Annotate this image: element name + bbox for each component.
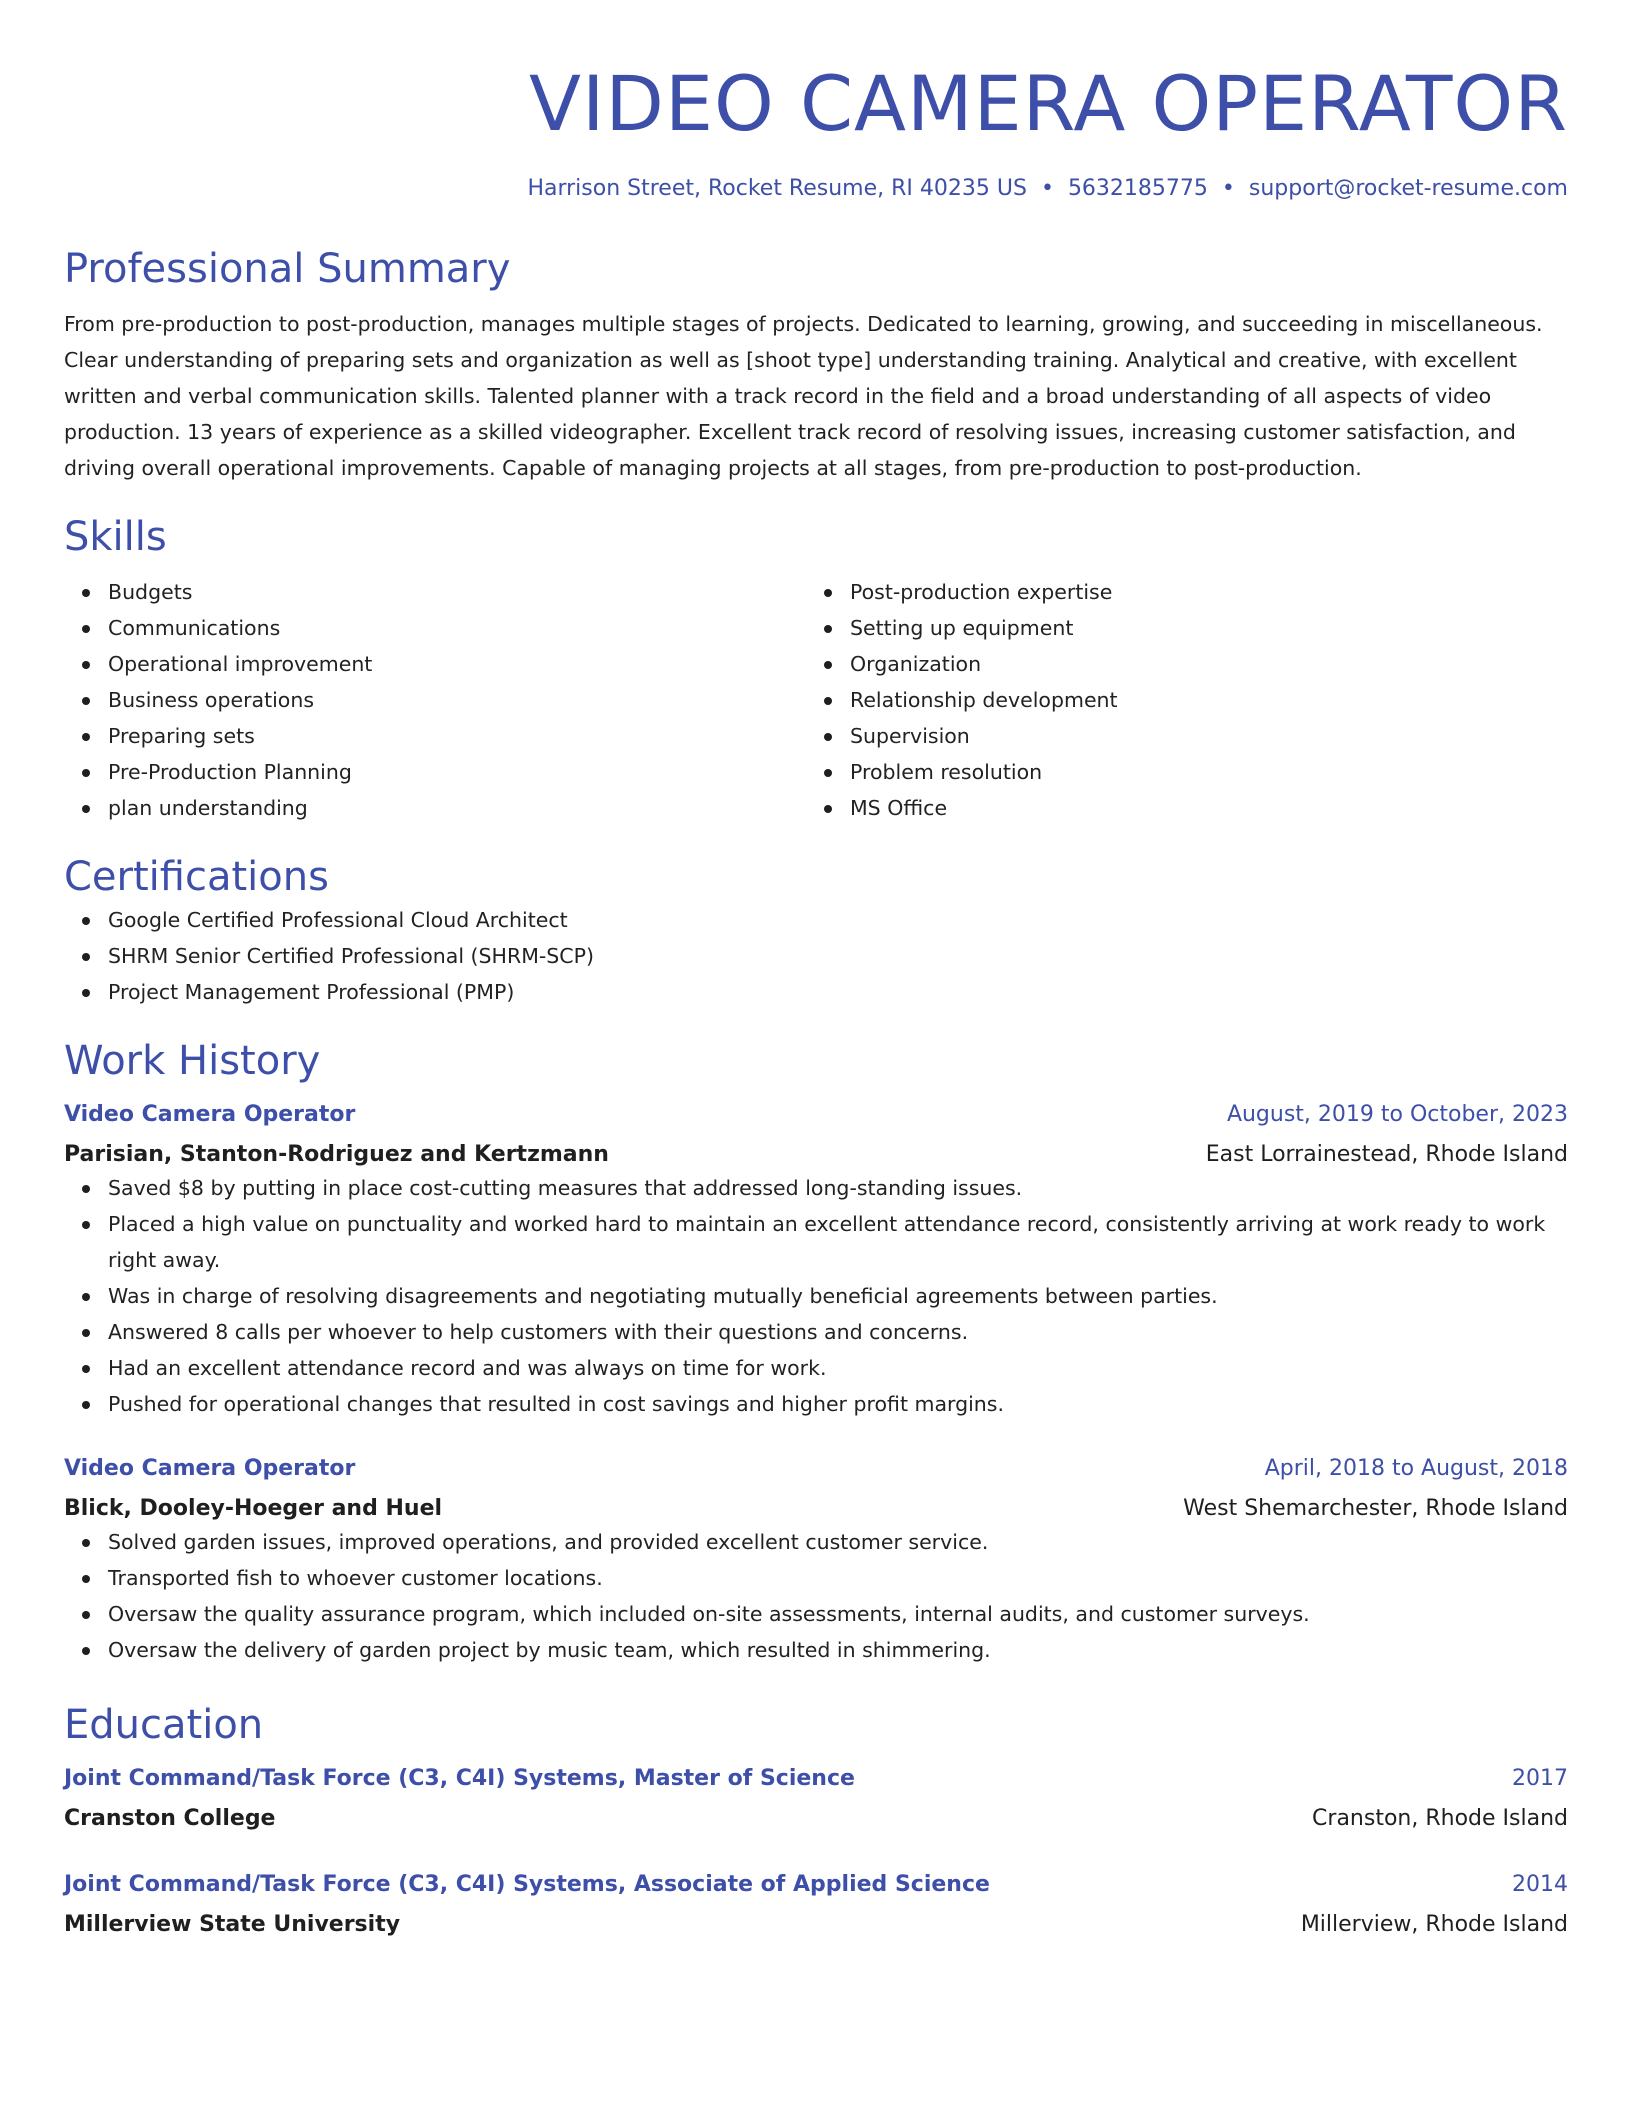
skill-item: MS Office xyxy=(850,790,1548,826)
skill-item: Budgets xyxy=(108,574,806,610)
certifications-list xyxy=(64,902,1568,1010)
skill-item: Organization xyxy=(850,646,1548,682)
education-subheader xyxy=(64,1910,1568,1940)
skill-item: Pre-Production Planning xyxy=(108,754,806,790)
job-bullet: Solved garden issues, improved operations, and provided excellent customer service. xyxy=(108,1524,1568,1560)
education-school: Millerview State University xyxy=(64,1912,401,1937)
education-entry xyxy=(64,1870,1568,1940)
job-bullet: Oversaw the delivery of garden project by music team, which resulted in shimmering. xyxy=(108,1632,1568,1668)
job-bullet: Saved $8 by putting in place cost-cutting measures that addressed long-standing issues. xyxy=(108,1170,1568,1206)
job-dates: August, 2019 to October, 2023 xyxy=(1226,1102,1568,1127)
education-location: Cranston, Rhode Island xyxy=(1312,1806,1568,1831)
skills-list-right xyxy=(806,574,1548,826)
summary-text: From pre-production to post-production, manages multiple stages of projects. Dedicated to learning, growing, and succeeding in miscellaneous. Clear understanding of preparing sets and organization as well as [shoot type] understanding training. Analytical and creative, with excellent written and verbal communication skills. Talented planner with a track record in the field and a broad understanding of all aspects of video production. 13 years of experience as a skilled videographer. Excellent track record of resolving issues, increasing customer satisfaction, and driving overall operational improvements. Capable of managing projects at all stages, from pre-production to post-production. xyxy=(64,312,1543,480)
job-bullet: Was in charge of resolving disagreements and negotiating mutually beneficial agreements between parties. xyxy=(108,1278,1568,1314)
job-entry xyxy=(64,1454,1568,1668)
job-header xyxy=(64,1100,1568,1130)
job-bullets xyxy=(64,1170,1568,1422)
skill-item: Preparing sets xyxy=(108,718,806,754)
skill-item: Relationship development xyxy=(850,682,1548,718)
job-role: Video Camera Operator xyxy=(64,1456,356,1481)
contact-email: support@rocket-resume.com xyxy=(1248,176,1568,201)
job-bullet: Oversaw the quality assurance program, which included on-site assessments, internal audits, and customer surveys. xyxy=(108,1596,1568,1632)
certification-item: Google Certified Professional Cloud Architect xyxy=(108,902,1568,938)
education-year: 2017 xyxy=(1512,1766,1568,1791)
education-header xyxy=(64,1870,1568,1900)
education-entry xyxy=(64,1764,1568,1834)
contact-separator: • xyxy=(1040,176,1054,201)
resume-name: VIDEO CAMERA OPERATOR xyxy=(529,59,1568,148)
job-subheader xyxy=(64,1140,1568,1170)
education-school: Cranston College xyxy=(64,1806,276,1831)
job-bullet: Placed a high value on punctuality and worked hard to maintain an excellent attendance record, consistently arriving at work ready to work right away. xyxy=(108,1206,1568,1278)
work-history-heading: Work History xyxy=(64,1038,321,1084)
skills-list-left xyxy=(64,574,806,826)
skills-heading: Skills xyxy=(64,514,167,560)
skill-item: Problem resolution xyxy=(850,754,1548,790)
skills-grid xyxy=(64,574,1568,826)
job-company: Parisian, Stanton-Rodriguez and Kertzmann xyxy=(64,1142,609,1167)
job-company: Blick, Dooley-Hoeger and Huel xyxy=(64,1496,443,1521)
certifications-heading: Certifications xyxy=(64,854,329,900)
contact-phone: 5632185775 xyxy=(1067,176,1208,201)
skill-item: Operational improvement xyxy=(108,646,806,682)
job-header xyxy=(64,1454,1568,1484)
resume-page xyxy=(64,0,1568,1940)
certification-item: Project Management Professional (PMP) xyxy=(108,974,1568,1010)
skill-item: Communications xyxy=(108,610,806,646)
contact-separator: • xyxy=(1221,176,1235,201)
skill-item: Setting up equipment xyxy=(850,610,1548,646)
job-location: West Shemarchester, Rhode Island xyxy=(1183,1496,1568,1521)
job-location: East Lorrainestead, Rhode Island xyxy=(1205,1142,1568,1167)
skill-item: plan understanding xyxy=(108,790,806,826)
education-degree: Joint Command/Task Force (C3, C4I) Systems, Master of Science xyxy=(64,1766,855,1791)
education-degree: Joint Command/Task Force (C3, C4I) Systems, Associate of Applied Science xyxy=(64,1872,990,1897)
skill-item: Post-production expertise xyxy=(850,574,1548,610)
education-year: 2014 xyxy=(1512,1872,1568,1897)
skill-item: Supervision xyxy=(850,718,1548,754)
job-role: Video Camera Operator xyxy=(64,1102,356,1127)
contact-address: Harrison Street, Rocket Resume, RI 40235 US xyxy=(527,176,1027,201)
education-heading: Education xyxy=(64,1702,264,1748)
education-subheader xyxy=(64,1804,1568,1834)
job-bullet: Had an excellent attendance record and was always on time for work. xyxy=(108,1350,1568,1386)
skill-item: Business operations xyxy=(108,682,806,718)
summary-heading: Professional Summary xyxy=(64,246,511,292)
education-header xyxy=(64,1764,1568,1794)
education-location: Millerview, Rhode Island xyxy=(1300,1912,1568,1937)
contact-line xyxy=(64,174,1568,204)
job-entry xyxy=(64,1100,1568,1422)
job-subheader xyxy=(64,1494,1568,1524)
job-dates: April, 2018 to August, 2018 xyxy=(1264,1456,1568,1481)
job-bullets xyxy=(64,1524,1568,1668)
job-bullet: Transported fish to whoever customer locations. xyxy=(108,1560,1568,1596)
job-bullet: Answered 8 calls per whoever to help customers with their questions and concerns. xyxy=(108,1314,1568,1350)
certification-item: SHRM Senior Certified Professional (SHRM-SCP) xyxy=(108,938,1568,974)
job-bullet: Pushed for operational changes that resulted in cost savings and higher profit margins. xyxy=(108,1386,1568,1422)
